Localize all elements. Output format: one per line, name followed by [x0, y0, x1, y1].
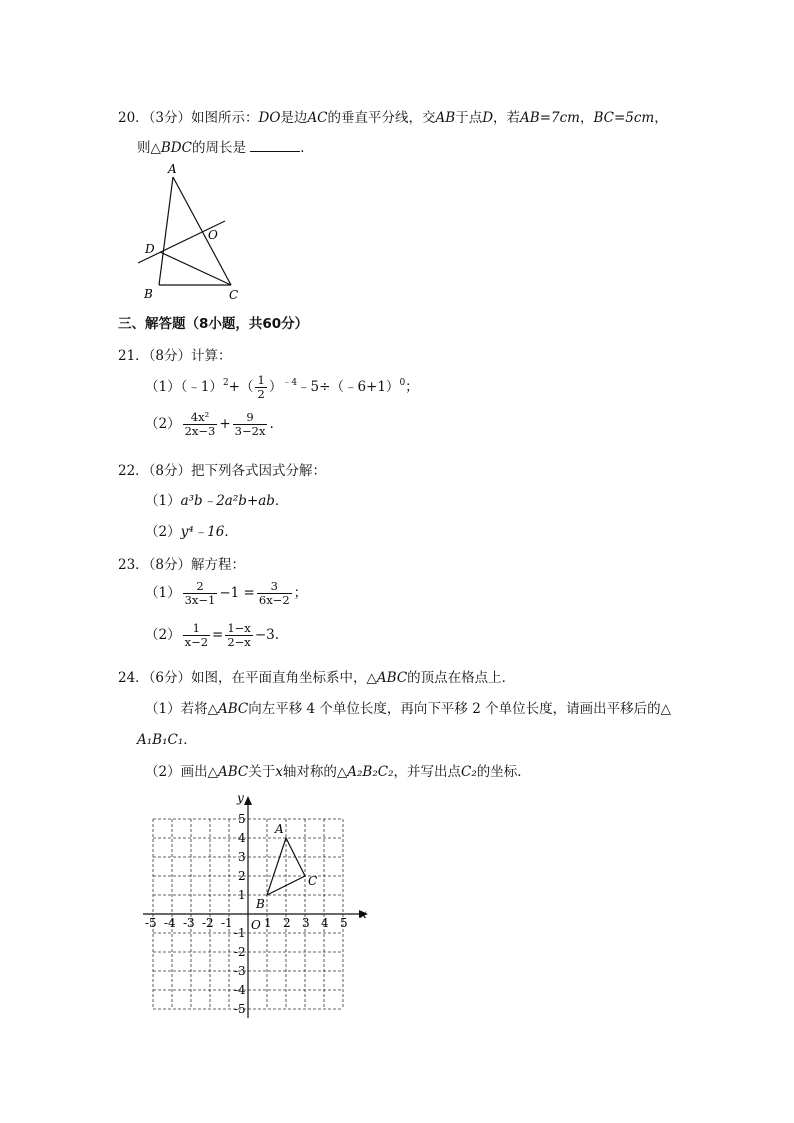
q20-head: 20．（3分）如图所示：	[118, 110, 259, 126]
q20-bdc: BDC	[160, 140, 192, 156]
q24-p2-a: （2）画出△	[145, 764, 218, 780]
q22-head: 22．（8分）把下列各式因式分解：	[118, 463, 327, 479]
q23-p2-num: （2）	[145, 627, 181, 643]
fig-label-o: O	[208, 228, 218, 242]
fraction	[183, 411, 218, 438]
x-tick-label: -4	[164, 916, 176, 930]
q20-line2	[137, 136, 314, 156]
q24-part2	[145, 760, 531, 780]
coordinate-grid	[138, 788, 378, 1020]
x-tick-label: -5	[145, 916, 157, 930]
q22-part2	[145, 520, 238, 540]
q20-t4: ，若	[493, 110, 521, 126]
frac-num: 1−x	[227, 621, 251, 635]
q21-p1-c-exp: ﹣4	[282, 378, 298, 388]
origin-label: O	[251, 918, 261, 932]
q21-p1-c: ）	[268, 379, 283, 395]
y-tick-label: -1	[234, 926, 246, 940]
q23-p1-mid: −1 =	[219, 585, 255, 601]
y-tick-label: 1	[238, 888, 246, 902]
q24-p2-b: 关于	[248, 764, 276, 780]
q24-p1-b: 向左平移 4 个单位长度，再向下平移 2 个单位长度，请画出平移后的△	[248, 701, 671, 717]
x-tick-label: 5	[340, 916, 348, 930]
y-tick-label: -3	[234, 964, 246, 978]
fraction	[233, 411, 268, 438]
q22-p2-expr: y⁴﹣16	[180, 524, 225, 540]
q24-part1	[145, 697, 671, 717]
frac-num: 2	[183, 580, 218, 594]
q23-head: 23．（8分）解方程：	[118, 557, 246, 573]
fig-label-c: C	[229, 288, 239, 302]
q22-p2-num: （2）	[145, 524, 181, 540]
x-tick-label: 4	[321, 916, 329, 930]
q23-p2-end: −3.	[254, 627, 280, 643]
q20-line2b: 的周长是	[191, 140, 246, 156]
x-tick-label: 1	[264, 916, 272, 930]
q21-head: 21．（8分）计算：	[118, 348, 232, 364]
frac-num: 1	[257, 373, 265, 387]
x-tick-label: -3	[183, 916, 195, 930]
point-b-label: B	[256, 897, 265, 911]
frac-den: x−2	[184, 635, 209, 649]
q21-p1-end: ；	[405, 379, 419, 395]
q20-do: DO	[258, 110, 281, 126]
fraction	[225, 622, 252, 649]
point-c-label: C	[308, 874, 318, 888]
answer-blank[interactable]	[250, 139, 300, 152]
plus-sign: +	[219, 416, 231, 432]
q23-part1	[145, 580, 307, 607]
q24-p2-abc: ABC	[217, 764, 249, 780]
y-tick-label: 5	[238, 812, 246, 826]
fraction	[257, 580, 292, 607]
q22-part1	[145, 489, 288, 509]
q20-figure	[130, 160, 250, 305]
q20-comma: ，	[579, 110, 594, 126]
q21-p1-b: +（	[228, 379, 254, 395]
fig-label-b: B	[144, 287, 153, 301]
fraction	[183, 622, 210, 649]
q24-p1-abc: ABC	[217, 701, 249, 717]
y-tick-label: 4	[238, 831, 246, 845]
q24-p2-c: 轴对称的△	[282, 764, 348, 780]
q20-t2: 的垂直平分线，交	[327, 110, 436, 126]
q22-p1-end: ．	[274, 493, 289, 509]
q24-part1-line2	[137, 728, 197, 748]
fraction	[183, 580, 218, 607]
y-tick-label: 2	[238, 869, 246, 883]
q20-cond2: BC=5cm	[593, 110, 655, 126]
q24-p1-line2: A₁B₁C₁	[137, 732, 184, 748]
point-a-label: A	[275, 822, 284, 836]
y-axis-label: y	[237, 791, 244, 805]
frac-num: 1	[183, 622, 210, 636]
x-tick-label: -1	[221, 916, 233, 930]
q21-part2	[145, 411, 274, 438]
q24-p1-a: （1）若将△	[145, 701, 218, 717]
frac-den: 6x−2	[258, 593, 290, 607]
q20-comma2: ，	[654, 110, 668, 126]
q21-p1-d-exp: 0	[399, 378, 406, 388]
q20-line2a: 则△	[137, 140, 161, 156]
y-tick-label: 3	[238, 850, 246, 864]
q20-t3: 于点	[455, 110, 483, 126]
y-axis-arrow-icon	[244, 796, 252, 805]
q20-ac: AC	[307, 110, 328, 126]
q23-p1-end: ；	[293, 585, 308, 601]
q20-ab: AB	[435, 110, 456, 126]
q24-p2-a2b2c2: A₂B₂C₂	[347, 764, 394, 780]
q24-p2-e: 的坐标．	[476, 764, 531, 780]
q24-head-abc: ABC	[376, 670, 408, 686]
y-tick-label: -5	[234, 1002, 246, 1016]
frac-den: 3x−1	[184, 593, 216, 607]
x-axis-label: x	[360, 907, 367, 921]
q24-p2-x: x	[275, 764, 283, 780]
frac-den: 2−x	[227, 635, 251, 649]
q20-period: ．	[300, 140, 314, 156]
frac-den: 2	[257, 387, 265, 401]
frac-num: 4x²	[183, 411, 218, 425]
q20-d: D	[482, 110, 494, 126]
fig-label-d: D	[145, 242, 155, 256]
fraction	[255, 374, 266, 401]
frac-den: 3−2x	[234, 424, 266, 438]
q23-part2	[145, 622, 279, 649]
q24-head-text: 24．（6分）如图，在平面直角坐标系中，△	[118, 670, 377, 686]
q24-p2-d: ，并写出点	[393, 764, 461, 780]
x-tick-label: 2	[283, 916, 291, 930]
x-tick-label: 3	[302, 916, 310, 930]
equals-sign: =	[212, 627, 224, 643]
q21-part1	[145, 374, 419, 401]
x-tick-label: -2	[202, 916, 214, 930]
q24-head-end: 的顶点在格点上．	[407, 670, 516, 686]
q20-t1: 是边	[280, 110, 308, 126]
q23-p1-num: （1）	[145, 585, 181, 601]
q21-p1-num: （1）	[145, 379, 181, 395]
q22-p2-end: ．	[224, 524, 238, 540]
q20-line1	[118, 106, 668, 126]
q20-cond1: AB=7cm	[520, 110, 580, 126]
q24-head	[118, 666, 515, 686]
q21-p2-num: （2）	[145, 416, 181, 432]
fig-label-a: A	[168, 162, 177, 176]
q22-p1-expr: a³b﹣2a²b+ab	[180, 493, 275, 509]
frac-num: 9	[233, 411, 268, 425]
q22-p1-num: （1）	[145, 493, 181, 509]
y-tick-label: -4	[234, 983, 246, 997]
q21-p1-a-exp: 2	[222, 378, 229, 388]
section-title: 三、解答题（8小题，共60分）	[118, 316, 309, 332]
q21-p1-d: ﹣5÷（﹣6+1）	[297, 379, 400, 395]
q21-p1-a: （﹣1）	[180, 379, 223, 395]
y-tick-label: -2	[234, 945, 246, 959]
frac-num: 3	[257, 580, 292, 594]
q24-p1-line2-end: ．	[183, 732, 197, 748]
frac-den: 2x−3	[184, 424, 216, 438]
q21-p2-end: .	[269, 416, 274, 432]
q24-p2-c2: C₂	[461, 764, 477, 780]
